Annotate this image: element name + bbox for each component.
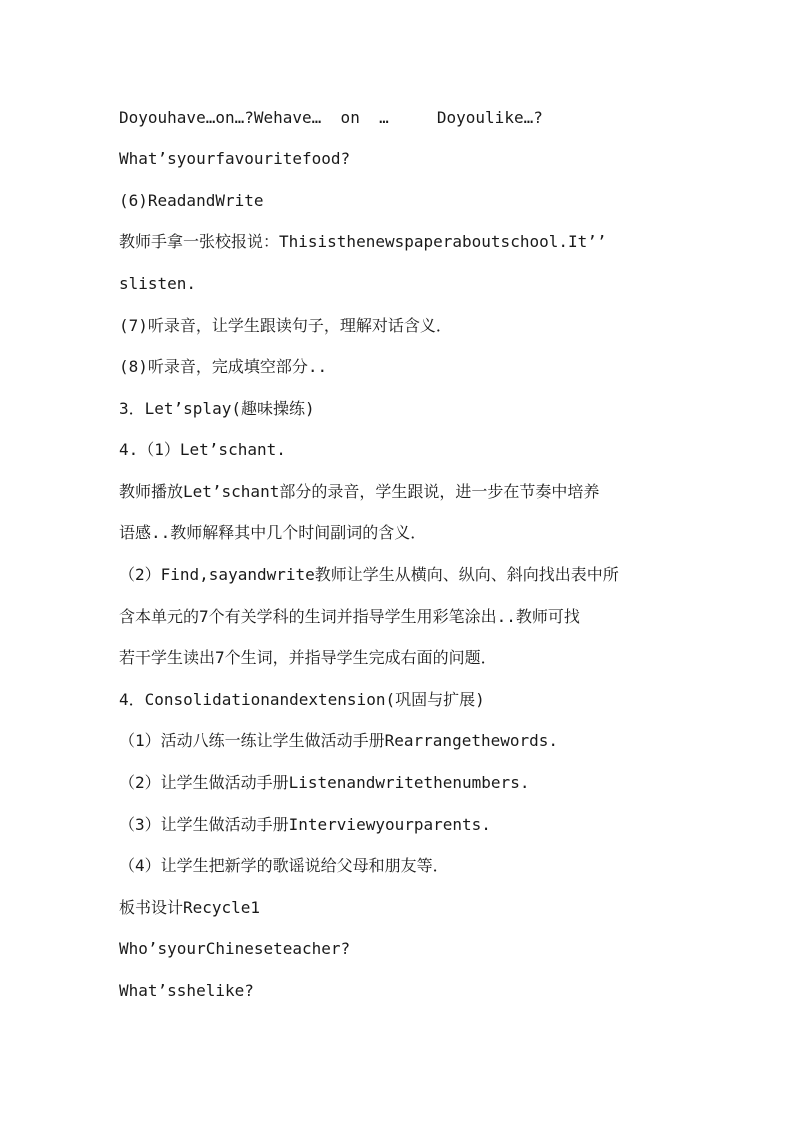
text-line: （2）让学生做活动手册Listenandwritethenumbers. [119, 773, 530, 792]
text-line: Doyouhave…on…?Wehave… on … Doyoulike…? [119, 108, 543, 127]
text-line: 3．Let’splay(趣味操练) [119, 399, 315, 418]
text-line: （3）让学生做活动手册Interviewyourparents. [119, 815, 491, 834]
text-line: 教师播放Let’schant部分的录音，学生跟说，进一步在节奏中培养 [119, 482, 600, 501]
text-line: （4）让学生把新学的歌谣说给父母和朋友等． [119, 856, 449, 875]
text-line: 板书设计Recycle1 [119, 898, 261, 917]
text-line: 含本单元的7个有关学科的生词并指导学生用彩笔涂出..教师可找 [119, 607, 580, 626]
text-line: 教师手拿一张校报说：Thisisthenewspaperaboutschool.It’’ [119, 232, 607, 251]
text-line: 4.（1）Let’schant. [119, 440, 286, 459]
text-line: （2）Find,sayandwrite教师让学生从横向、纵向、斜向找出表中所 [119, 565, 619, 584]
text-line: What’syourfavouritefood? [119, 149, 351, 168]
text-line: 语感..教师解释其中几个时间副词的含义． [119, 523, 427, 542]
text-line: What’sshelike? [119, 981, 254, 1000]
text-line: （1）活动八练一练让学生做活动手册Rearrangethewords. [119, 731, 559, 750]
text-line: 若干学生读出7个生词，并指导学生完成右面的问题． [119, 648, 497, 667]
text-line: Who’syourChineseteacher? [119, 939, 351, 958]
text-line: (8)听录音，完成填空部分.. [119, 357, 328, 376]
text-line: (7)听录音，让学生跟读句子，理解对话含义． [119, 316, 452, 335]
text-line: 4．Consolidationandextension(巩固与扩展) [119, 690, 485, 709]
text-line: (6)ReadandWrite [119, 191, 264, 210]
text-line: slisten. [119, 274, 197, 293]
